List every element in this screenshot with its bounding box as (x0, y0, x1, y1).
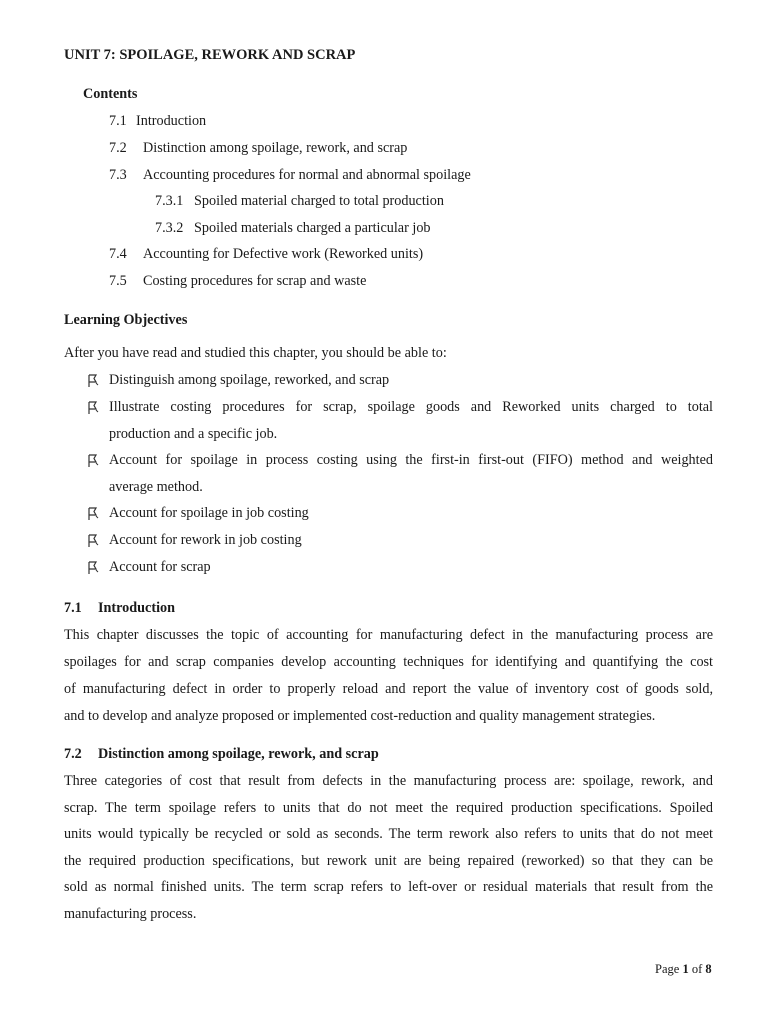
learning-objectives-intro: After you have read and studied this chapter, you should be able to: (64, 345, 447, 361)
paragraph-line: scrap. The term spoilage refers to units that do not meet the required production specifications. Spoiled (64, 799, 713, 816)
learning-objective-item: Illustrate costing procedures for scrap, spoilage goods and Reworked units charged to total (109, 399, 713, 415)
pointing-flag-bullet-icon (87, 401, 99, 415)
toc-item-title: Distinction among spoilage, rework, and scrap (143, 140, 408, 156)
toc-item-title: Spoiled material charged to total production (194, 193, 444, 209)
learning-objective-item-continued: average method. (109, 479, 203, 495)
paragraph-line: This chapter discusses the topic of accounting for manufacturing defect in the manufacturing process are (64, 627, 713, 643)
paragraph-line: manufacturing process. (64, 905, 197, 922)
unit-title: UNIT 7: SPOILAGE, REWORK AND SCRAP (64, 47, 356, 63)
paragraph-line: spoilages for and scrap companies develop accounting techniques for identifying and quantifying the cost (64, 654, 713, 670)
paragraph-line: and to develop and analyze proposed or implemented cost-reduction and quality management strategies. (64, 708, 656, 724)
page-footer (655, 962, 712, 977)
toc-item-number: 7.3 (109, 167, 127, 183)
toc-item-number: 7.4 (109, 246, 127, 262)
section-title: Introduction (98, 600, 175, 616)
toc-item-number: 7.2 (109, 140, 127, 156)
of-label: of (691, 962, 703, 976)
pointing-flag-bullet-icon (87, 454, 99, 468)
toc-item-number: 7.5 (109, 273, 127, 289)
learning-objectives-heading: Learning Objectives (64, 312, 188, 328)
paragraph-line: units would typically be recycled or sold as seconds. The term rework also refers to units that do not meet (64, 826, 713, 842)
toc-item-number: 7.1 (109, 113, 127, 129)
pointing-flag-bullet-icon (87, 561, 99, 575)
learning-objective-item: Account for spoilage in job costing (109, 505, 309, 521)
pointing-flag-bullet-icon (87, 374, 99, 388)
toc-item-title: Accounting procedures for normal and abnormal spoilage (143, 167, 471, 183)
section-title: Distinction among spoilage, rework, and scrap (98, 746, 379, 762)
paragraph-line: Three categories of cost that result from defects in the manufacturing process are: spoilage, rework, and (64, 773, 713, 789)
learning-objective-item: Account for rework in job costing (109, 532, 302, 548)
paragraph-line: the required production specifications, but rework unit are being repaired (reworked) so that they can be (64, 852, 713, 869)
page-label: Page (655, 962, 680, 976)
learning-objective-item: Distinguish among spoilage, reworked, and scrap (109, 372, 390, 388)
paragraph-line: sold as normal finished units. The term scrap refers to left-over or residual materials that result from the (64, 879, 713, 895)
paragraph-line: of manufacturing defect in order to properly reload and report the value of inventory cost of goods sold, (64, 681, 713, 697)
learning-objective-item: Account for spoilage in process costing using the first-in first-out (FIFO) method and weighted (109, 452, 713, 468)
pointing-flag-bullet-icon (87, 507, 99, 521)
toc-item-title: Spoiled materials charged a particular job (194, 220, 431, 236)
learning-objective-item-continued: production and a specific job. (109, 426, 278, 442)
section-number: 7.2 (64, 746, 82, 762)
toc-item-title: Introduction (136, 113, 207, 129)
section-number: 7.1 (64, 600, 82, 616)
pointing-flag-bullet-icon (87, 534, 99, 548)
current-page-number: 1 (682, 962, 689, 976)
toc-item-number: 7.3.1 (155, 193, 184, 209)
contents-heading: Contents (83, 86, 138, 102)
toc-item-title: Accounting for Defective work (Reworked units) (143, 246, 424, 262)
learning-objective-item: Account for scrap (109, 559, 211, 575)
toc-item-title: Costing procedures for scrap and waste (143, 273, 367, 289)
toc-item-number: 7.3.2 (155, 220, 184, 236)
total-pages-number: 8 (705, 962, 712, 976)
